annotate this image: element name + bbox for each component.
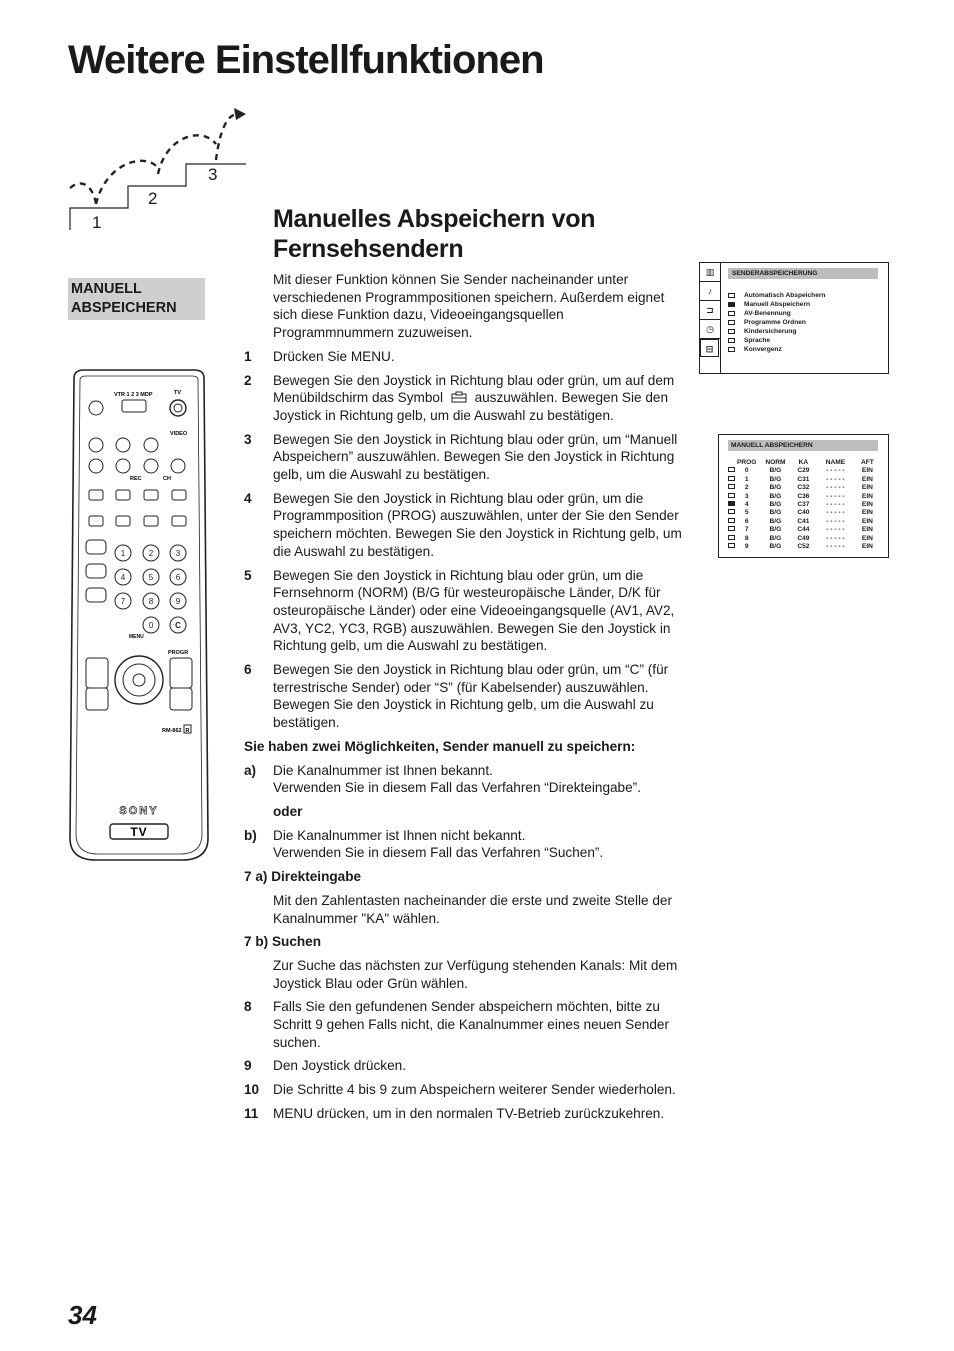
tv-menu-senderabspeicherung — [699, 262, 889, 374]
menu-icon-column — [700, 263, 721, 373]
step-text — [273, 372, 684, 425]
pause-icon — [116, 459, 130, 473]
table-row: 8 B/G C49 - - - - - EIN — [725, 535, 876, 543]
step-item — [244, 1105, 684, 1123]
step-number: 1 — [244, 348, 252, 364]
tv-menu-manuell-abspeichern — [718, 434, 889, 558]
side-label — [68, 278, 205, 320]
section-heading — [273, 204, 693, 264]
step-item — [244, 998, 684, 1051]
side-label-line: MANUELL — [71, 281, 142, 297]
table-row: 3 B/G C36 - - - - - EIN — [725, 493, 876, 501]
oder-label: oder — [273, 803, 303, 819]
option-line: Verwenden Sie in diesem Fall das Verfahren “Suchen”. — [273, 845, 604, 861]
step-text: Bewegen Sie den Joystick in Richtung blau oder grün, um die Programmposition (PROG) auszuwählen, unter der Sie den Sender speichern möchten. Bewegen Sie den Joystick in Richtung gelb, um die Auswahl zu bestätigen. — [273, 490, 682, 559]
option-label: b) — [244, 827, 257, 843]
power-icon — [170, 400, 186, 416]
column-header: NAME — [825, 459, 846, 466]
section-heading-line: Manuelles Abspeichern von — [273, 205, 596, 233]
step-number: 3 — [244, 431, 252, 447]
digit-1: 1 — [120, 549, 126, 558]
step-text: Den Joystick drücken. — [273, 1058, 406, 1074]
option-line: Verwenden Sie in diesem Fall das Verfahren “Direkteingabe”. — [273, 780, 641, 796]
section-heading-line: Fernsehsendern — [273, 235, 464, 263]
menu-item: Programme Ordnen — [728, 318, 806, 327]
timer-icon: ◷ — [700, 320, 720, 339]
step-number: 11 — [244, 1105, 259, 1121]
step-item — [244, 372, 684, 425]
intro-paragraph: Mit dieser Funktion können Sie Sender nacheinander unter verschiedenen Programmpositionen speichern. Außerdem eignet sich diese Funktion dazu, Videoeingangsquellen Programmnummern zuzuweisen. — [273, 272, 665, 341]
side-label-line: ABSPEICHERN — [71, 300, 177, 316]
setup-toolbox-icon — [450, 391, 468, 403]
menu-item: Konvergenz — [728, 345, 782, 354]
mute-icon — [89, 401, 103, 415]
remote-progr-label: PROGR — [168, 650, 189, 656]
remote-model-label: RM-862 — [162, 728, 182, 734]
record-icon — [144, 459, 158, 473]
remote-menu-label: MENU — [129, 634, 144, 640]
channel-table — [725, 459, 876, 551]
step-item — [244, 431, 684, 484]
table-row: 7 B/G C44 - - - - - EIN — [725, 526, 876, 534]
remote-top-label: VTR 1 2 3 MDP — [114, 392, 153, 398]
menu-item: Kindersicherung — [728, 327, 796, 336]
step7a-text: Mit den Zahlentasten nacheinander die erste und zweite Stelle der Kanalnummer "KA" wählen. — [273, 892, 672, 926]
step-item — [244, 1081, 684, 1099]
digit-4: 4 — [120, 573, 126, 582]
digit-8: 8 — [148, 597, 154, 606]
remote-mode-label: TV — [130, 825, 148, 839]
step-text: Bewegen Sie den Joystick in Richtung blau oder grün, um “Manuell Abspeichern” auszuwählen. Bewegen Sie den Joystick in Richtung gelb, um die Auswahl zu bestätigen. — [273, 431, 678, 483]
table-header-row — [725, 459, 876, 467]
column-header: KA — [798, 459, 809, 466]
option-text — [273, 762, 684, 797]
menu-item-selected: Manuell Abspeichern — [728, 300, 810, 309]
step7a-heading: 7 a) Direkteingabe — [244, 869, 362, 885]
digit-c: C — [175, 621, 181, 630]
setup-toolbox-icon: ⊟ — [700, 339, 719, 357]
step-text: Bewegen Sie den Joystick in Richtung blau oder grün, um die Fernsehnorm (NORM) (B/G für westeuropäische Länder, D/K für osteuropäische Länder) oder eine Videoeingangsquelle (AV1, AV2, AV3, YC2, YC3, RGB) auszuwählen. Bewegen Sie den Joystick in Richtung gelb, um die Auswahl zu bestätigen. — [273, 567, 675, 654]
play-icon — [116, 438, 130, 452]
page-title: Weitere Einstellfunktionen — [68, 38, 544, 82]
step-number: 5 — [244, 567, 252, 583]
column-header: NORM — [765, 459, 786, 466]
step-text-after: auszuwählen. Bewegen Sie den Joystick in Richtung gelb, um die Auswahl zu bestätigen. — [273, 390, 669, 423]
digit-5: 5 — [148, 573, 154, 582]
digit-7: 7 — [120, 597, 126, 606]
step-label: 3 — [208, 165, 218, 184]
remote-model-badge: R — [185, 728, 190, 734]
step-text: MENU drücken, um in den normalen TV-Betrieb zurückzukehren. — [273, 1105, 665, 1121]
option-line: Die Kanalnummer ist Ihnen nicht bekannt. — [273, 827, 526, 843]
step-text: Falls Sie den gefundenen Sender abspeichern möchten, bitte zu Schritt 9 gehen Falls nicht, die Kanalnummer eines neuen Sender suchen. — [273, 999, 669, 1050]
table-row-selected: 4 B/G C37 - - - - - EIN — [725, 501, 876, 509]
digit-0: 0 — [148, 621, 154, 630]
two-options-heading: Sie haben zwei Möglichkeiten, Sender manuell zu speichern: — [244, 738, 636, 754]
table-row: 0 B/G C29 - - - - - EIN — [725, 467, 876, 475]
table-row: 5 B/G C40 - - - - - EIN — [725, 509, 876, 517]
option-item — [244, 762, 684, 797]
step-number: 8 — [244, 999, 252, 1015]
step-text: Drücken Sie MENU. — [273, 348, 395, 364]
remote-rec-label: REC — [130, 476, 142, 482]
step-number: 10 — [244, 1082, 260, 1098]
step-item — [244, 1057, 684, 1075]
step-item — [244, 661, 684, 732]
rewind-icon — [89, 438, 103, 452]
option-line: Die Kanalnummer ist Ihnen bekannt. — [273, 762, 493, 778]
menu-item: AV-Benennung — [728, 309, 791, 318]
picture-icon: ▥ — [700, 263, 720, 282]
remote-video-label: VIDEO — [170, 431, 188, 437]
option-item — [244, 827, 684, 862]
menu-item: Sprache — [728, 336, 770, 345]
stop-icon — [89, 459, 103, 473]
menu-header: MANUELL ABSPEICHERN — [728, 440, 878, 451]
remote-brand-logo: SONY — [119, 805, 159, 817]
menu-header: SENDERABSPEICHERUNG — [728, 268, 878, 279]
table-row: 2 B/G C32 - - - - - EIN — [725, 484, 876, 492]
page-number: 34 — [68, 1300, 97, 1330]
step-text: Bewegen Sie den Joystick in Richtung blau oder grün, um “C” (für terrestrische Sender) oder “S” (für Kabelsender) auszuwählen. Bewegen Sie den Joystick in Richtung gelb, um die Auswahl zu bestätigen. — [273, 662, 669, 731]
step7b-heading: 7 b) Suchen — [244, 934, 322, 950]
step-number: 4 — [244, 490, 252, 506]
step-item — [244, 348, 684, 366]
step-label: 2 — [148, 189, 158, 208]
digit-9: 9 — [175, 597, 181, 606]
remote-control-illustration — [66, 368, 212, 864]
table-row: 1 B/G C31 - - - - - EIN — [725, 476, 876, 484]
step-number: 6 — [244, 662, 252, 678]
option-text — [273, 827, 684, 862]
step-item — [244, 567, 684, 656]
column-header: PROG — [737, 459, 757, 466]
sound-icon: ♪ — [700, 282, 720, 301]
option-label: a) — [244, 762, 257, 778]
fast-forward-icon — [144, 438, 158, 452]
step-text: Die Schritte 4 bis 9 zum Abspeichern weiterer Sender wiederholen. — [273, 1082, 676, 1098]
step-label: 1 — [92, 213, 102, 232]
digit-3: 3 — [175, 549, 181, 558]
step7b-text: Zur Suche das nächsten zur Verfügung stehenden Kanals: Mit dem Joystick Blau oder Grün wählen. — [273, 957, 678, 991]
column-header: AFT — [861, 459, 874, 466]
step-number: 9 — [244, 1058, 252, 1074]
remote-tv-label: TV — [174, 390, 182, 396]
step-number: 2 — [244, 372, 252, 388]
menu-item: Automatisch Abspeichern — [728, 291, 825, 300]
table-row: 6 B/G C41 - - - - - EIN — [725, 518, 876, 526]
remote-ch-label: CH — [163, 476, 171, 482]
digit-6: 6 — [175, 573, 181, 582]
features-icon: ⊐ — [700, 301, 720, 320]
instructions-body — [244, 271, 684, 1129]
table-row: 9 B/G C52 - - - - - EIN — [725, 543, 876, 551]
digit-2: 2 — [148, 549, 154, 558]
step-text-before: Bewegen Sie den Joystick in Richtung blau oder grün, um auf dem Menübildschirm das Symbol — [273, 372, 675, 406]
step-item — [244, 490, 684, 561]
